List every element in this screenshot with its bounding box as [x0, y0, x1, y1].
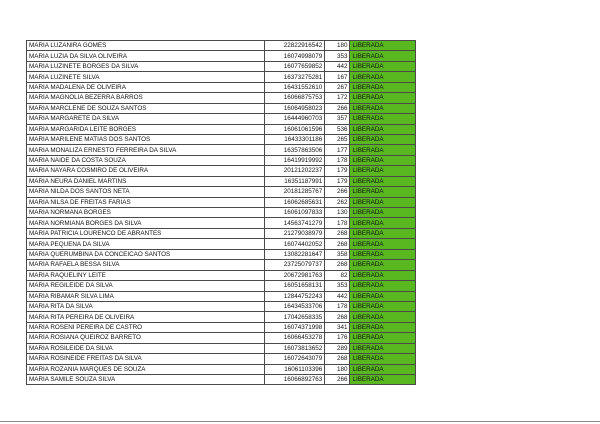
number-cell: 268	[325, 228, 350, 238]
id-cell: 12844752243	[264, 291, 324, 301]
id-cell: 16064958023	[264, 103, 324, 113]
status-cell: LIBERADA	[350, 228, 416, 238]
table-row	[27, 218, 416, 228]
id-cell: 16062685631	[264, 197, 324, 207]
name-cell: MARIA NEURA DANIEL MARTINS	[27, 176, 265, 186]
number-cell: 268	[325, 312, 350, 322]
number-cell: 266	[325, 103, 350, 113]
number-cell: 179	[325, 166, 350, 176]
name-cell: MARIA NILSA DE FREITAS FARIAS	[27, 197, 265, 207]
table-row	[27, 375, 416, 385]
status-cell: LIBERADA	[350, 134, 416, 144]
number-cell: 266	[325, 187, 350, 197]
number-cell: 179	[325, 176, 350, 186]
id-cell: 16419919992	[264, 155, 324, 165]
id-cell: 23725079737	[264, 260, 324, 270]
table-row	[27, 364, 416, 374]
table-row	[27, 155, 416, 165]
status-cell: LIBERADA	[350, 281, 416, 291]
status-cell: LIBERADA	[350, 375, 416, 385]
name-cell: MARIA ROSIANA QUEIROZ BARRETO	[27, 333, 265, 343]
number-cell: 357	[325, 114, 350, 124]
status-cell: LIBERADA	[350, 208, 416, 218]
name-cell: MARIA PEQUENA DA SILVA	[27, 239, 265, 249]
status-cell: LIBERADA	[350, 82, 416, 92]
name-cell: MARIA MAGNOLIA BEZERRA BARROS	[27, 93, 265, 103]
number-cell: 442	[325, 291, 350, 301]
table-row	[27, 270, 416, 280]
table-row	[27, 249, 416, 259]
id-cell: 21279038979	[264, 228, 324, 238]
id-cell: 22822916542	[264, 41, 324, 51]
name-cell: MARIA MONALIZA ERNESTO FERREIRA DA SILVA	[27, 145, 265, 155]
name-cell: MARIA NAIDE DA COSTA SOUZA	[27, 155, 265, 165]
status-cell: LIBERADA	[350, 72, 416, 82]
table-row	[27, 134, 416, 144]
id-cell: 16061061596	[264, 124, 324, 134]
status-cell: LIBERADA	[350, 343, 416, 353]
id-cell: 16073813652	[264, 343, 324, 353]
status-cell: LIBERADA	[350, 176, 416, 186]
number-cell: 262	[325, 197, 350, 207]
status-cell: LIBERADA	[350, 114, 416, 124]
status-cell: LIBERADA	[350, 312, 416, 322]
name-cell: MARIA RIBAMAR SILVA LIMA	[27, 291, 265, 301]
id-cell: 16066892763	[264, 375, 324, 385]
status-cell: LIBERADA	[350, 301, 416, 311]
status-cell: LIBERADA	[350, 270, 416, 280]
table-row	[27, 343, 416, 353]
table-row	[27, 333, 416, 343]
id-cell: 14563741279	[264, 218, 324, 228]
name-cell: MARIA NORMANA BORGES	[27, 208, 265, 218]
id-cell: 16066453278	[264, 333, 324, 343]
id-cell: 16061097833	[264, 208, 324, 218]
id-cell: 16061103396	[264, 364, 324, 374]
number-cell: 167	[325, 72, 350, 82]
table-row	[27, 228, 416, 238]
table-row	[27, 260, 416, 270]
table-row	[27, 145, 416, 155]
status-cell: LIBERADA	[350, 51, 416, 61]
name-cell: MARIA MADALENA DE OLIVEIRA	[27, 82, 265, 92]
table-row	[27, 187, 416, 197]
status-cell: LIBERADA	[350, 61, 416, 71]
status-cell: LIBERADA	[350, 354, 416, 364]
number-cell: 442	[325, 61, 350, 71]
id-cell: 13082281647	[264, 249, 324, 259]
name-cell: MARIA NAYARA COSMIRO DE OLIVEIRA	[27, 166, 265, 176]
number-cell: 180	[325, 41, 350, 51]
number-cell: 536	[325, 124, 350, 134]
number-cell: 341	[325, 322, 350, 332]
number-cell: 267	[325, 82, 350, 92]
status-cell: LIBERADA	[350, 103, 416, 113]
name-cell: MARIA QUERUMBINA DA CONCEICAO SANTOS	[27, 249, 265, 259]
id-cell: 16074371998	[264, 322, 324, 332]
name-cell: MARIA MARILENE MATIAS DOS SANTOS	[27, 134, 265, 144]
status-cell: LIBERADA	[350, 218, 416, 228]
table-row	[27, 82, 416, 92]
table-row	[27, 322, 416, 332]
id-cell: 16066875753	[264, 93, 324, 103]
table-row	[27, 166, 416, 176]
status-cell: LIBERADA	[350, 187, 416, 197]
id-cell: 20672981763	[264, 270, 324, 280]
name-cell: MARIA MARGARIDA LEITE BORGES	[27, 124, 265, 134]
table-row	[27, 93, 416, 103]
table-row	[27, 208, 416, 218]
number-cell: 268	[325, 239, 350, 249]
number-cell: 177	[325, 145, 350, 155]
id-cell: 16072643079	[264, 354, 324, 364]
number-cell: 130	[325, 208, 350, 218]
name-cell: MARIA RITA PEREIRA DE OLIVEIRA	[27, 312, 265, 322]
status-cell: LIBERADA	[350, 291, 416, 301]
name-cell: MARIA NORMIANA BORGES DA SILVA	[27, 218, 265, 228]
number-cell: 266	[325, 375, 350, 385]
status-cell: LIBERADA	[350, 93, 416, 103]
name-cell: MARIA NILDA DOS SANTOS NETA	[27, 187, 265, 197]
status-cell: LIBERADA	[350, 155, 416, 165]
number-cell: 289	[325, 343, 350, 353]
table-row	[27, 176, 416, 186]
id-cell: 16074402052	[264, 239, 324, 249]
table-row	[27, 197, 416, 207]
id-cell: 16074998079	[264, 51, 324, 61]
table-row	[27, 61, 416, 71]
name-cell: MARIA ROSILEIDE DA SILVA	[27, 343, 265, 353]
beneficiary-table	[26, 40, 416, 385]
name-cell: MARIA RAQUELINY LEITE	[27, 270, 265, 280]
id-cell: 17042658335	[264, 312, 324, 322]
table-row	[27, 312, 416, 322]
table-row	[27, 103, 416, 113]
status-cell: LIBERADA	[350, 333, 416, 343]
number-cell: 178	[325, 218, 350, 228]
table-row	[27, 114, 416, 124]
page-bottom-divider	[0, 421, 600, 422]
id-cell: 16431552610	[264, 82, 324, 92]
number-cell: 268	[325, 354, 350, 364]
status-cell: LIBERADA	[350, 145, 416, 155]
number-cell: 172	[325, 93, 350, 103]
number-cell: 176	[325, 333, 350, 343]
status-cell: LIBERADA	[350, 364, 416, 374]
status-cell: LIBERADA	[350, 322, 416, 332]
name-cell: MARIA ROSENI PEREIRA DE CASTRO	[27, 322, 265, 332]
number-cell: 265	[325, 134, 350, 144]
number-cell: 178	[325, 301, 350, 311]
status-cell: LIBERADA	[350, 260, 416, 270]
id-cell: 20121202237	[264, 166, 324, 176]
name-cell: MARIA ROZANIA MARQUES DE SOUZA	[27, 364, 265, 374]
id-cell: 16433301186	[264, 134, 324, 144]
name-cell: MARIA RITA DA SILVA	[27, 301, 265, 311]
number-cell: 358	[325, 249, 350, 259]
name-cell: MARIA REGILEIDE DA SILVA	[27, 281, 265, 291]
name-cell: MARIA SAMILE SOUZA SILVA	[27, 375, 265, 385]
name-cell: MARIA LUZANIRA GOMES	[27, 41, 265, 51]
name-cell: MARIA PATRICIA LOURENCO DE ABRANTES	[27, 228, 265, 238]
table-row	[27, 41, 416, 51]
status-cell: LIBERADA	[350, 249, 416, 259]
number-cell: 268	[325, 260, 350, 270]
id-cell: 16373275281	[264, 72, 324, 82]
table-row	[27, 239, 416, 249]
number-cell: 82	[325, 270, 350, 280]
number-cell: 353	[325, 281, 350, 291]
table-body	[27, 41, 416, 385]
table-row	[27, 291, 416, 301]
status-cell: LIBERADA	[350, 239, 416, 249]
id-cell: 16357863506	[264, 145, 324, 155]
name-cell: MARIA MARCLENE DE SOUZA SANTOS	[27, 103, 265, 113]
status-cell: LIBERADA	[350, 41, 416, 51]
table-row	[27, 51, 416, 61]
status-cell: LIBERADA	[350, 197, 416, 207]
id-cell: 16051658131	[264, 281, 324, 291]
table-row	[27, 124, 416, 134]
id-cell: 16444960703	[264, 114, 324, 124]
number-cell: 178	[325, 155, 350, 165]
table-row	[27, 301, 416, 311]
table-row	[27, 72, 416, 82]
number-cell: 180	[325, 364, 350, 374]
id-cell: 16434533706	[264, 301, 324, 311]
name-cell: MARIA LUZINETE SILVA	[27, 72, 265, 82]
table-row	[27, 281, 416, 291]
name-cell: MARIA LUZINETE BORGES DA SILVA	[27, 61, 265, 71]
id-cell: 20181285767	[264, 187, 324, 197]
name-cell: MARIA ROSINEIDE FREITAS DA SILVA	[27, 354, 265, 364]
name-cell: MARIA RAFAELA BESSA SILVA	[27, 260, 265, 270]
name-cell: MARIA LUZIA DA SILVA OLIVEIRA	[27, 51, 265, 61]
status-cell: LIBERADA	[350, 166, 416, 176]
status-cell: LIBERADA	[350, 124, 416, 134]
id-cell: 16351187991	[264, 176, 324, 186]
name-cell: MARIA MARGARETE DA SILVA	[27, 114, 265, 124]
id-cell: 16077659852	[264, 61, 324, 71]
table-row	[27, 354, 416, 364]
number-cell: 353	[325, 51, 350, 61]
